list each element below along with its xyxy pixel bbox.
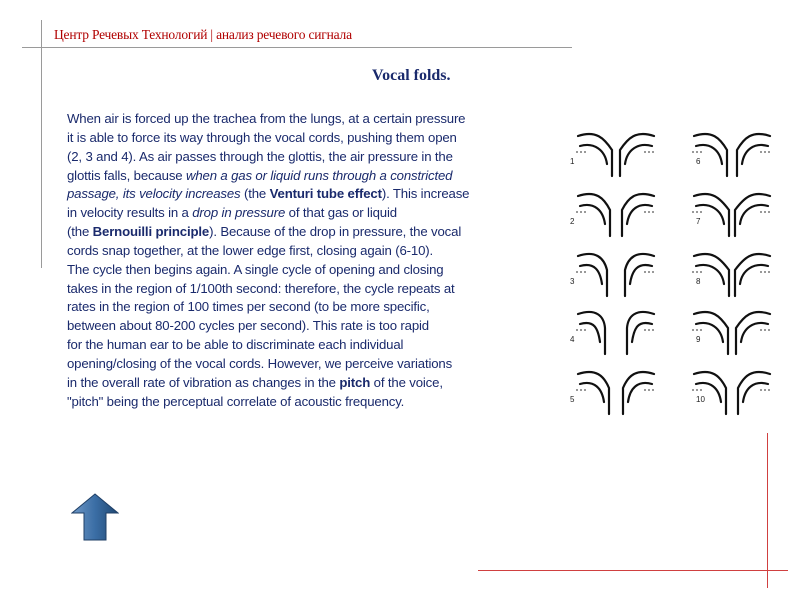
vocal-fold-frame [576, 254, 656, 296]
body-line: passage, its velocity increases (the Venturi tube effect). This increase [67, 186, 470, 202]
top-horizontal-rule [22, 47, 572, 48]
vocal-fold-frame [576, 194, 656, 236]
body-line: opening/closing of the vocal cords. However, we perceive variations [67, 355, 453, 371]
body-line: glottis falls, because when a gas or liquid runs through a constricted [67, 167, 453, 183]
figure-frame-number: 10 [696, 395, 705, 404]
body-line: it is able to force its way through the vocal cords, pushing them open [67, 129, 457, 145]
up-arrow-icon[interactable] [71, 493, 119, 541]
body-line: The cycle then begins again. A single cycle of opening and closing [67, 261, 444, 277]
slide-header: Центр Речевых Технологий | анализ речевого сигнала [54, 27, 352, 42]
vocal-fold-frame [692, 134, 772, 176]
vocal-fold-frame [576, 312, 656, 354]
figure-frame-number: 3 [570, 277, 575, 286]
figure-frame-number: 1 [570, 157, 575, 166]
vocal-fold-cycle-figure [566, 112, 776, 430]
body-line: between about 80-200 cycles per second). This rate is too rapid [67, 318, 429, 334]
body-line: When air is forced up the trachea from the lungs, at a certain pressure [67, 111, 466, 126]
body-line: for the human ear to be able to discriminate each individual [67, 337, 404, 353]
figure-frame-number: 2 [570, 217, 575, 226]
vocal-fold-frame [576, 372, 656, 414]
bottom-horizontal-rule [478, 570, 788, 571]
body-line: in velocity results in a drop in pressure of that gas or liquid [67, 205, 397, 221]
figure-frame-number: 6 [696, 157, 701, 166]
slide-title: Vocal folds. [372, 67, 451, 84]
body-line: "pitch" being the perceptual correlate of acoustic frequency. [67, 393, 405, 409]
body-text [67, 110, 567, 412]
figure-frame-number: 4 [570, 335, 575, 344]
body-line: in the overall rate of vibration as changes in the pitch of the voice, [67, 374, 443, 390]
right-vertical-rule [767, 433, 768, 588]
figure-frame-number: 7 [696, 217, 701, 226]
body-line: takes in the region of 1/100th second: therefore, the cycle repeats at [67, 280, 455, 296]
vocal-fold-frame [692, 372, 772, 414]
vocal-fold-frame [692, 194, 772, 236]
left-vertical-rule [41, 20, 42, 268]
figure-frame-number: 9 [696, 335, 701, 344]
body-line: cords snap together, at the lower edge first, closing again (6-10). [67, 242, 434, 258]
vocal-fold-frame [576, 134, 656, 176]
body-line: rates in the region of 100 times per second (to be more specific, [67, 299, 430, 315]
vocal-fold-frame [692, 254, 772, 296]
vocal-fold-frame [692, 312, 772, 354]
figure-frame-number: 8 [696, 277, 701, 286]
body-line: (2, 3 and 4). As air passes through the glottis, the air pressure in the [67, 148, 453, 164]
figure-frame-number: 5 [570, 395, 575, 404]
body-line: (the Bernouilli principle). Because of the drop in pressure, the vocal [67, 224, 462, 240]
